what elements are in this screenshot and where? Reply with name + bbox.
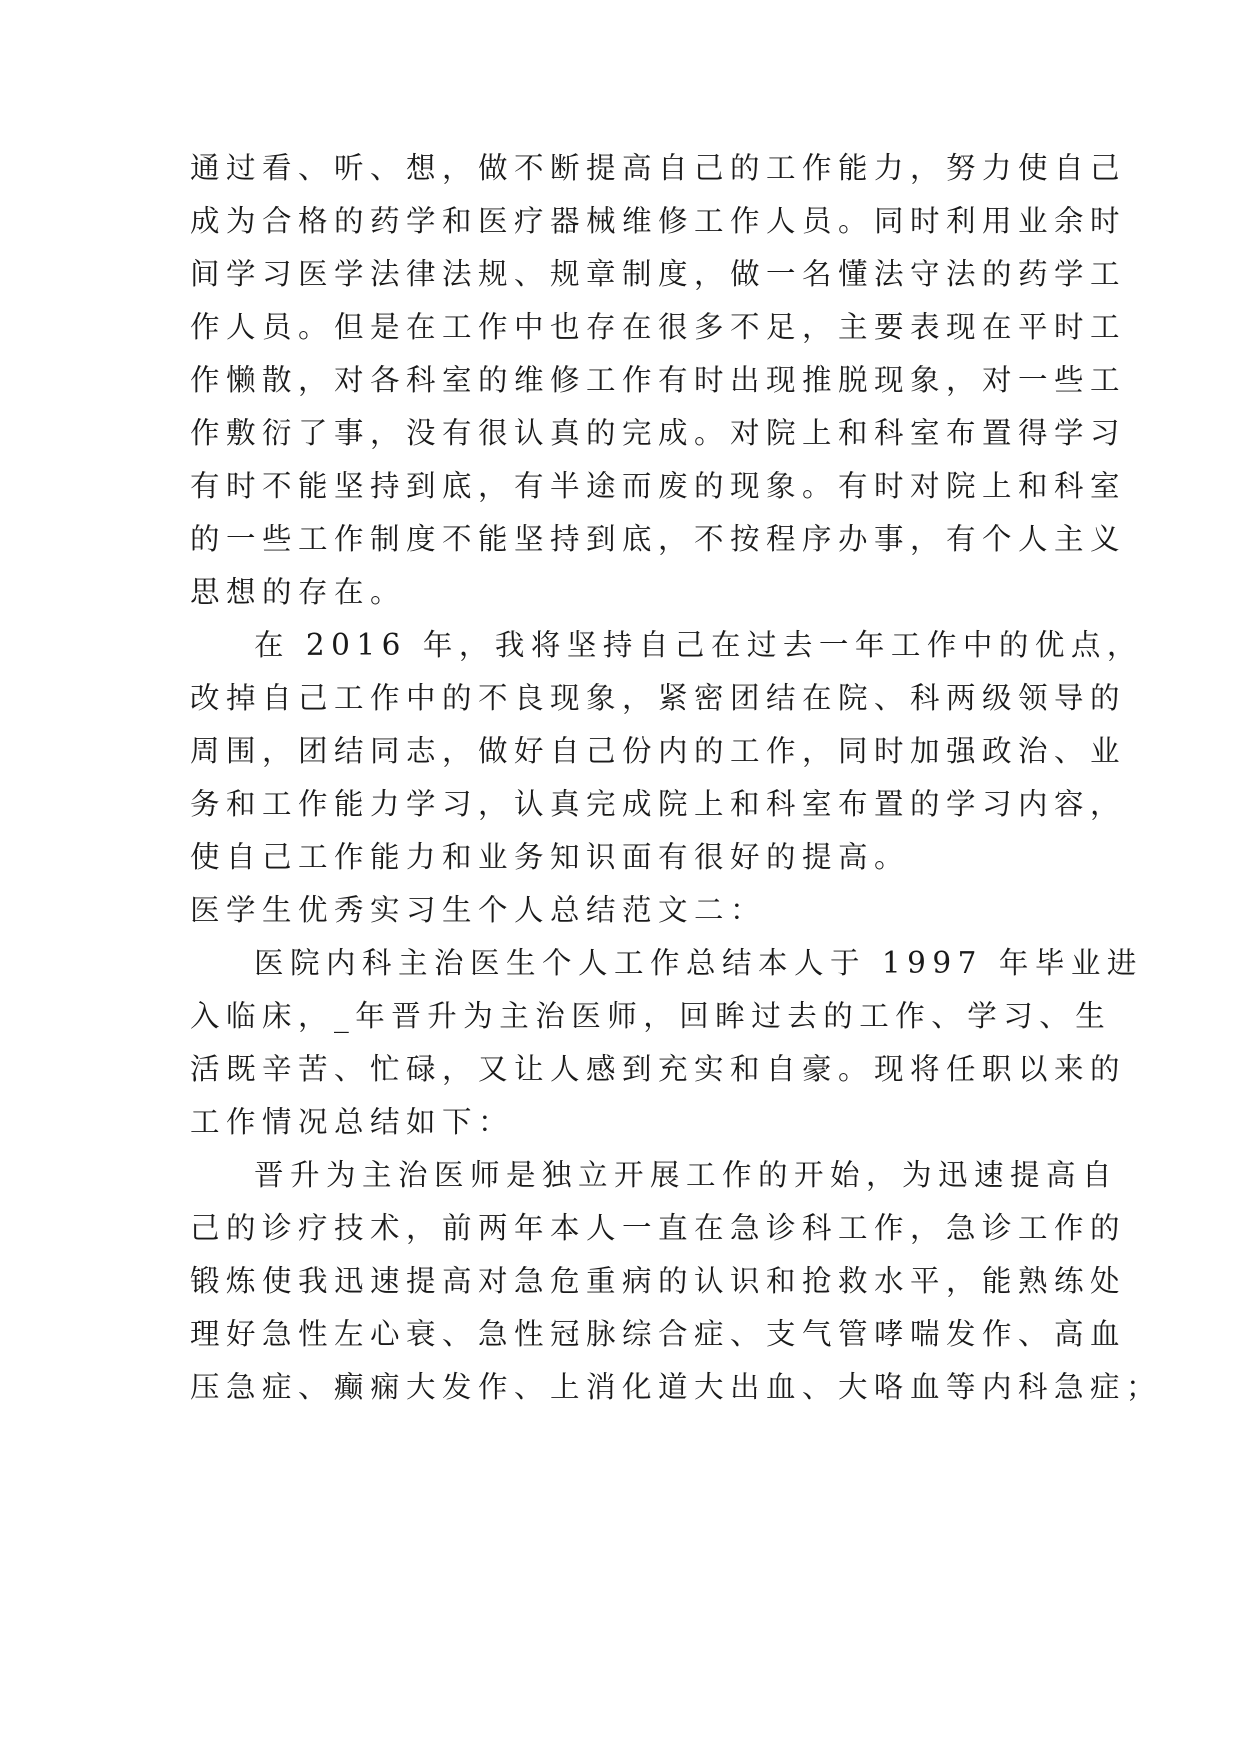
text-line: 思想的存在。 <box>190 575 407 609</box>
text-line: 己的诊疗技术，前两年本人一直在急诊科工作，急诊工作的 <box>190 1211 1127 1245</box>
paragraph-first-line: 晋升为主治医师是独立开展工作的开始，为迅速提高自 <box>254 1158 1119 1192</box>
text-line: 活既辛苦、忙碌，又让人感到充实和自豪。现将任职以来的 <box>190 1052 1127 1086</box>
text-line: 入临床，_年晋升为主治医师，回眸过去的工作、学习、生 <box>190 999 1112 1033</box>
text-line: 周围，团结同志，做好自己份内的工作，同时加强政治、业 <box>190 734 1127 768</box>
text-line: 作敷衍了事，没有很认真的完成。对院上和科室布置得学习 <box>190 416 1127 450</box>
paragraph-first-line: 在 2016 年，我将坚持自己在过去一年工作中的优点， <box>254 628 1143 662</box>
text-line: 作人员。但是在工作中也存在很多不足，主要表现在平时工 <box>190 310 1127 344</box>
text-line: 压急症、癫痫大发作、上消化道大出血、大咯血等内科急症； <box>190 1370 1163 1404</box>
text-line: 间学习医学法律法规、规章制度，做一名懂法守法的药学工 <box>190 257 1127 291</box>
text-line: 的一些工作制度不能坚持到底，不按程序办事，有个人主义 <box>190 522 1127 556</box>
text-line: 务和工作能力学习，认真完成院上和科室布置的学习内容， <box>190 787 1127 821</box>
text-line: 成为合格的药学和医疗器械维修工作人员。同时利用业余时 <box>190 204 1127 238</box>
text-line: 有时不能坚持到底，有半途而废的现象。有时对院上和科室 <box>190 469 1127 503</box>
text-line: 理好急性左心衰、急性冠脉综合症、支气管哮喘发作、高血 <box>190 1317 1127 1351</box>
text-line: 使自己工作能力和业务知识面有很好的提高。 <box>190 840 911 874</box>
text-line: 工作情况总结如下： <box>190 1105 515 1139</box>
paragraph-first-line: 医院内科主治医生个人工作总结本人于 1997 年毕业进 <box>254 946 1143 980</box>
text-line: 改掉自己工作中的不良现象，紧密团结在院、科两级领导的 <box>190 681 1127 715</box>
text-line: 作懒散，对各科室的维修工作有时出现推脱现象，对一些工 <box>190 363 1127 397</box>
text-line: 通过看、听、想，做不断提高自己的工作能力，努力使自己 <box>190 151 1127 185</box>
section-heading: 医学生优秀实习生个人总结范文二： <box>190 893 767 927</box>
text-line: 锻炼使我迅速提高对急危重病的认识和抢救水平，能熟练处 <box>190 1264 1127 1298</box>
